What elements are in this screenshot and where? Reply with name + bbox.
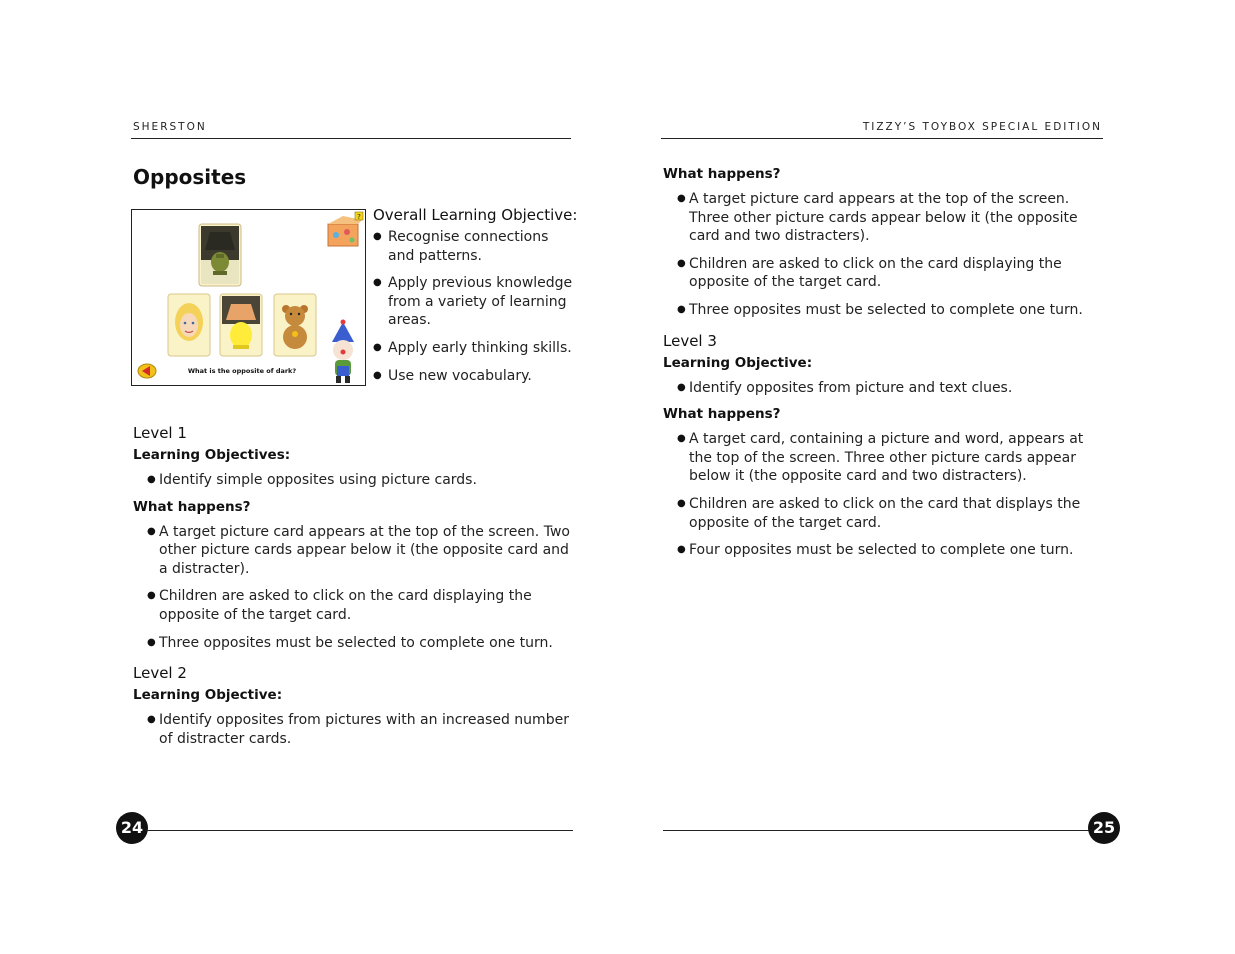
- list-item: ● Children are asked to click on the card that displays the opposite of the target card.: [677, 495, 1103, 532]
- list-item: ● Children are asked to click on the card displaying the opposite of the target card.: [147, 587, 573, 624]
- help-badge: ?: [357, 213, 361, 221]
- screenshot-illustration: [132, 210, 365, 385]
- list-item: ● A target picture card appears at the top of the screen. Two other picture cards appear below it (the opposite card and a distracter).: [147, 523, 573, 579]
- footer-rule-left: [146, 830, 573, 831]
- level1-section: [133, 424, 573, 757]
- level2-objectives-heading: Learning Objective:: [133, 687, 283, 704]
- page-number-left: 24: [116, 812, 148, 844]
- list-item: ● Three opposites must be selected to complete one turn.: [147, 634, 573, 653]
- level1-what-heading: What happens?: [133, 498, 251, 515]
- level3-objectives-list: [663, 379, 1103, 398]
- level2-continued-section: [663, 166, 1103, 569]
- list-item: ● Children are asked to click on the card displaying the opposite of the target card.: [677, 255, 1103, 292]
- card-girl: [168, 294, 210, 356]
- game-screenshot: [131, 209, 366, 386]
- list-item: ● Four opposites must be selected to complete one turn.: [677, 541, 1103, 560]
- screenshot-caption: What is the opposite of dark?: [187, 367, 297, 375]
- level3-heading: Level 3: [663, 331, 717, 350]
- level1-objectives-heading: Learning Objectives:: [133, 447, 291, 463]
- list-item: ● Identify opposites from pictures with an increased number of distracter cards.: [147, 711, 573, 748]
- level3-what-list: [663, 430, 1103, 560]
- left-page: [0, 0, 617, 954]
- clown-mascot: [332, 320, 354, 384]
- level1-what-list: [133, 523, 573, 653]
- running-head-left: SHERSTON: [133, 121, 207, 133]
- header-rule-right: [661, 138, 1103, 139]
- card-teddy-bear: [274, 294, 316, 356]
- level2-what-list: [663, 190, 1103, 320]
- list-item: ● Use new vocabulary.: [373, 367, 578, 386]
- list-item: ● Recognise connections and patterns.: [373, 228, 578, 265]
- overall-objective-list: [373, 228, 578, 385]
- list-item: ● A target picture card appears at the top of the screen. Three other picture cards appear below it (the opposite card and two distracters).: [677, 190, 1103, 246]
- list-item: ● Identify opposites from picture and text clues.: [677, 379, 1103, 398]
- right-page: [617, 0, 1235, 954]
- back-icon: [138, 364, 156, 378]
- running-head-right: TIZZY’S TOYBOX SPECIAL EDITION: [862, 121, 1102, 133]
- level1-objectives-list: [133, 471, 573, 490]
- level2-what-heading: What happens?: [663, 166, 781, 182]
- list-item: ● Apply previous knowledge from a variety of learning areas.: [373, 274, 578, 330]
- level3-objectives-heading: Learning Objective:: [663, 354, 813, 371]
- level3-what-heading: What happens?: [663, 406, 781, 423]
- list-item: ● Identify simple opposites using picture cards.: [147, 471, 573, 490]
- level2-heading: Level 2: [133, 664, 187, 683]
- list-item: ● Apply early thinking skills.: [373, 339, 578, 358]
- overall-objective-heading: Overall Learning Objective:: [373, 206, 578, 224]
- page-number-right: 25: [1088, 812, 1120, 844]
- target-card-dark-lamp: [199, 224, 241, 286]
- list-item: ● A target card, containing a picture and word, appears at the top of the screen. Three other picture cards appear below it (the opposite card and two distracters).: [677, 430, 1103, 486]
- header-rule-left: [131, 138, 571, 139]
- list-item: ● Three opposites must be selected to complete one turn.: [677, 301, 1103, 320]
- page-title: Opposites: [133, 165, 247, 189]
- overall-objective-block: [373, 205, 578, 394]
- level2-objectives-list: [133, 711, 573, 748]
- level1-heading: Level 1: [133, 424, 187, 442]
- card-bright-lamp: [220, 294, 262, 356]
- footer-rule-right: [663, 830, 1091, 831]
